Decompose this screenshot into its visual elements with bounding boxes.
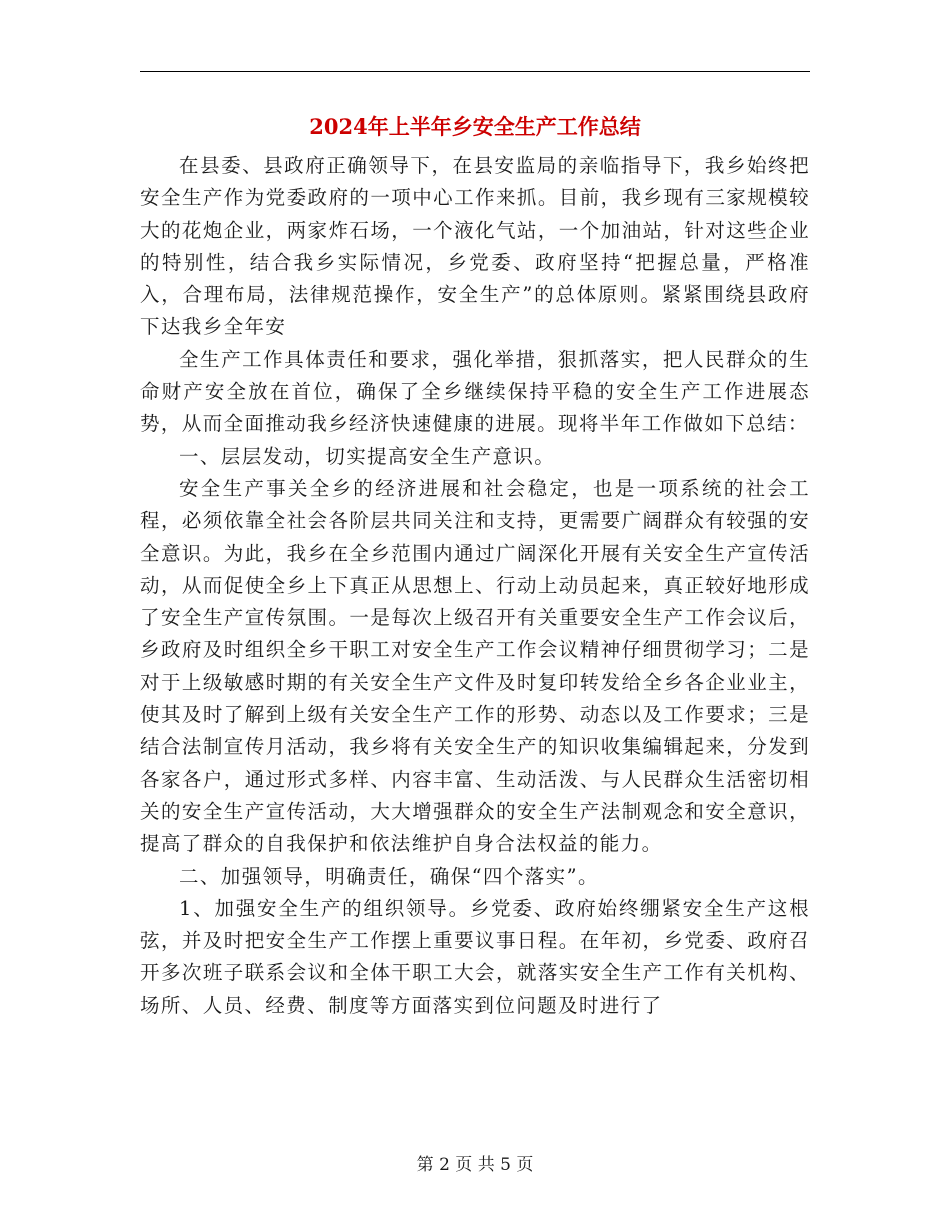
header-rule — [140, 71, 810, 72]
page-number: 第 2 页 共 5 页 — [416, 1155, 534, 1175]
paragraph-section-1: 安全生产事关全乡的经济进展和社会稳定，也是一项系统的社会工程，必须依靠全社会各阶层共同关注和支持，更需要广阔群众有较强的安全意识。为此，我乡在全乡范围内通过广阔深化开展有关安全生产宣传活动，从而促使全乡上下真正从思想上、行动上动员起来，真正较好地形成了安全生产宣传氛围。一是每次上级召开有关重要安全生产工作会议后，乡政府及时组织全乡干职工对安全生产工作会议精神仔细贯彻学习；二是对于上级敏感时期的有关安全生产文件及时复印转发给全乡各企业业主，使其及时了解到上级有关安全生产工作的形势、动态以及工作要求；三是结合法制宣传月活动，我乡将有关安全生产的知识收集编辑起来，分发到各家各户，通过形式多样、内容丰富、生动活泼、与人民群众生活密切相关的安全生产宣传活动，大大增强群众的安全生产法制观念和安全意识，提高了群众的自我保护和依法维护自身合法权益的能力。 — [140, 476, 810, 856]
document-body — [140, 150, 810, 1022]
paragraph-section-2-item-1: 1、加强安全生产的组织领导。乡党委、政府始终绷紧安全生产这根弦，并及时把安全生产工作摆上重要议事日程。在年初，乡党委、政府召开多次班子联系会议和全体干职工大会，就落实安全生产工作有关机构、场所、人员、经费、制度等方面落实到位问题及时进行了 — [140, 896, 810, 1017]
document-title: 2024年上半年乡安全生产工作总结 — [309, 114, 641, 139]
paragraph-intro: 在县委、县政府正确领导下，在县安监局的亲临指导下，我乡始终把安全生产作为党委政府的一项中心工作来抓。目前，我乡现有三家规模较大的花炮企业，两家炸石场，一个液化气站，一个加油站，针对这些企业的特别性，结合我乡实际情况，乡党委、政府坚持“把握总量，严格准入，合理布局，法律规范操作，安全生产”的总体原则。紧紧围绕县政府下达我乡全年安 — [140, 154, 810, 339]
paragraph-intro-continued: 全生产工作具体责任和要求，强化举措，狠抓落实，把人民群众的生命财产安全放在首位，确保了全乡继续保持平稳的安全生产工作进展态势，从而全面推动我乡经济快速健康的进展。现将半年工作做如下总结： — [140, 347, 810, 436]
section-heading-1: 一、层层发动，切实提高安全生产意识。 — [179, 444, 556, 468]
section-heading-2: 二、加强领导，明确责任，确保“四个落实”。 — [179, 864, 599, 888]
